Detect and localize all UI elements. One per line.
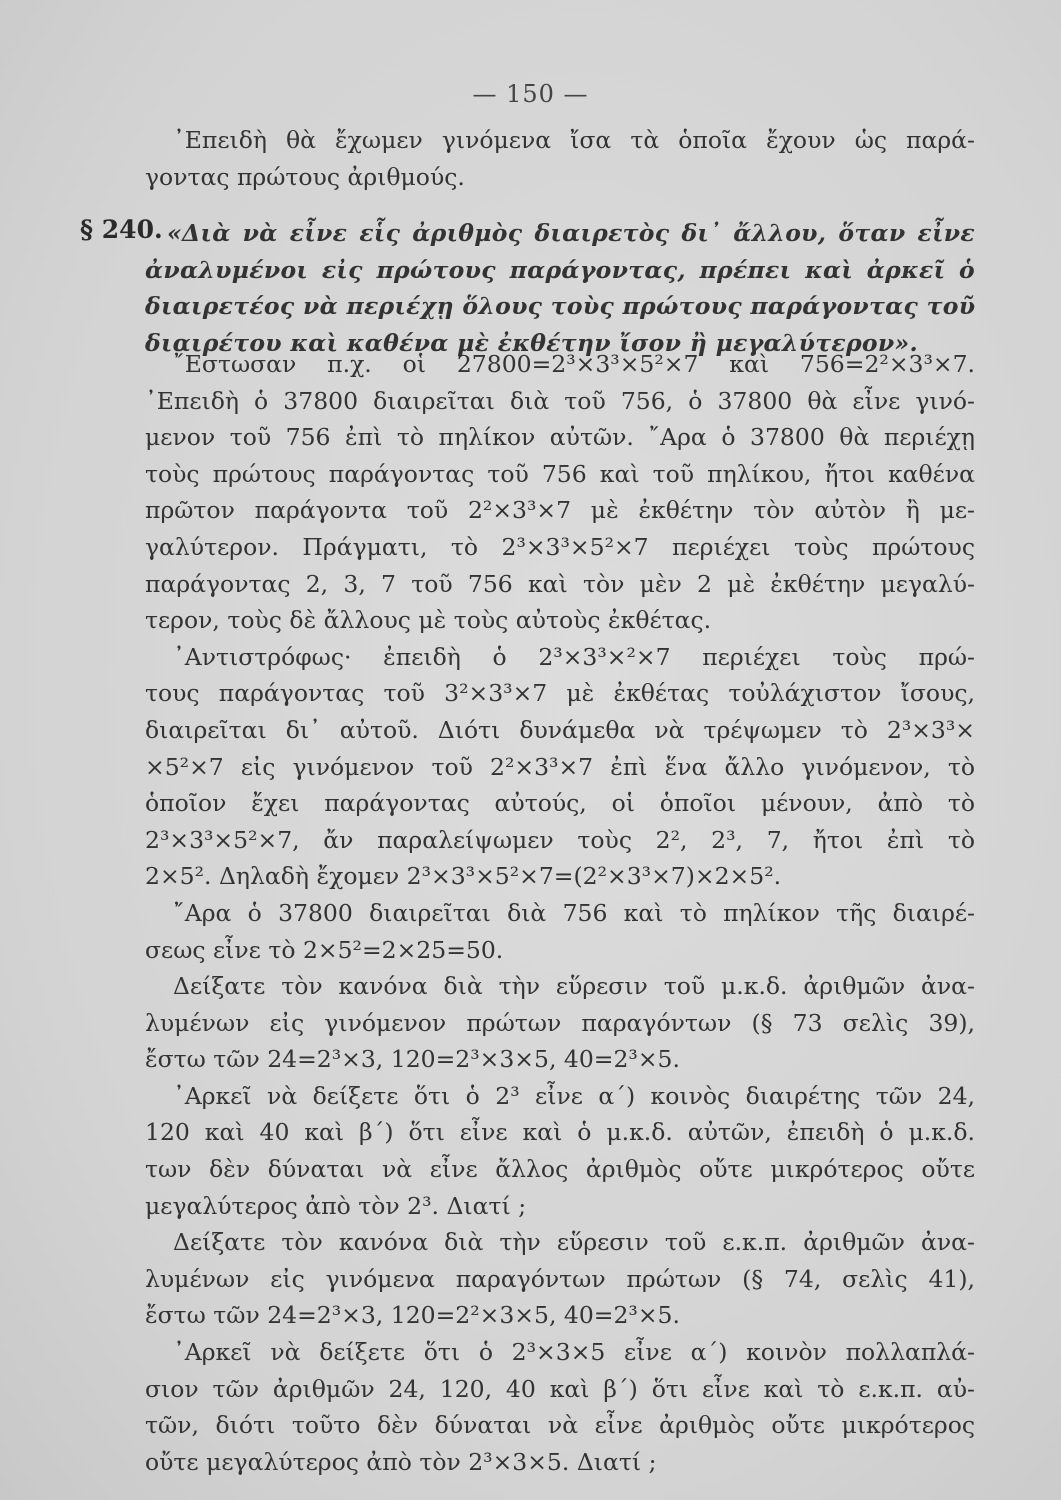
text-line: 2×5². Δηλαδὴ ἔχομεν 2³×3³×5²×7=(2²×3³×7)×2×5².: [145, 862, 782, 891]
text-line: λυμένων εἰς γινόμενα παραγόντων πρώτων (§ 74, σελὶς 41),: [145, 1264, 975, 1293]
text-line: Δείξατε τὸν κανόνα διὰ τὴν εὕρεσιν τοῦ ε.κ.π. ἀριθμῶν ἀνα-: [173, 1228, 975, 1257]
section-number: § 240.: [80, 215, 163, 244]
text-line: ᾿Επειδὴ θὰ ἔχωμεν γινόμενα ἴσα τὰ ὁποῖα ἔχουν ὡς παρά-: [173, 126, 975, 154]
text-line: ὁποῖον ἔχει παράγοντας αὐτούς, οἱ ὁποῖοι μένουν, ἀπὸ τὸ: [145, 789, 975, 818]
text-line: τῶν, διότι τοῦτο δὲν δύναται νὰ εἶνε ἀριθμὸς οὔτε μικρότερος: [145, 1411, 975, 1440]
text-line: μεγαλύτερος ἀπὸ τὸν 2³. Διατί ;: [145, 1191, 527, 1220]
text-line: μενον τοῦ 756 ἐπὶ τὸ πηλίκον αὐτῶν. ῎Αρα ὁ 37800 θὰ περιέχῃ: [145, 423, 975, 452]
text-line: ᾿Αρκεῖ νὰ δείξετε ὅτι ὁ 2³×3×5 εἶνε α΄) κοινὸν πολλαπλά-: [173, 1338, 975, 1367]
text-line: ῎Εστωσαν π.χ. οἱ 27800=2³×3³×5²×7 καὶ 756=2²×3³×7.: [173, 350, 975, 378]
text-line: λυμένων εἰς γινόμενον πρώτων παραγόντων (§ 73 σελὶς 39),: [145, 1008, 975, 1037]
body-text: [145, 346, 975, 1480]
rule-line: διαιρέτου καὶ καθένα μὲ ἐκθέτην ἴσον ἢ μεγαλύτερον».: [145, 328, 918, 357]
text-line: πρῶτον παράγοντα τοῦ 2²×3³×7 μὲ ἐκθέτην τὸν αὐτὸν ἢ με-: [145, 496, 975, 525]
text-line: οὔτε μεγαλύτερος ἀπὸ τὸν 2³×3×5. Διατί ;: [145, 1447, 657, 1476]
text-line: των δὲν δύναται νὰ εἶνε ἄλλος ἀριθμὸς οὔτε μικρότερος οὔτε: [145, 1155, 975, 1184]
text-line: 2³×3³×5²×7, ἄν παραλείψωμεν τοὺς 2², 2³, 7, ἤτοι ἐπὶ τὸ: [145, 825, 975, 854]
rule-line: διαιρετέος νὰ περιέχῃ ὅλους τοὺς πρώτους παράγοντας τοῦ: [145, 292, 975, 321]
text-line: ᾿Επειδὴ ὁ 37800 διαιρεῖται διὰ τοῦ 756, ὁ 37800 θὰ εἶνε γινό-: [145, 386, 975, 415]
text-line: 120 καὶ 40 καὶ β΄) ὅτι εἶνε καὶ ὁ μ.κ.δ. αὐτῶν, ἐπειδὴ ὁ μ.κ.δ.: [145, 1118, 975, 1147]
text-line: τους παράγοντας τοῦ 3²×3³×7 μὲ ἐκθέτας τοὐλάχιστον ἴσους,: [145, 679, 975, 708]
text-line: τοὺς πρώτους παράγοντας τοῦ 756 καὶ τοῦ πηλίκου, ἤτοι καθένα: [145, 459, 975, 488]
rule-statement: [145, 215, 975, 361]
text-line: γοντας πρώτους ἀριθμούς.: [145, 162, 465, 191]
intro-paragraph: [145, 122, 975, 195]
text-line: σεως εἶνε τὸ 2×5²=2×25=50.: [145, 935, 504, 964]
text-line: ἔστω τῶν 24=2³×3, 120=2²×3×5, 40=2³×5.: [145, 1301, 680, 1330]
text-line: Δείξατε τὸν κανόνα διὰ τὴν εὕρεσιν τοῦ μ.κ.δ. ἀριθμῶν ἀνα-: [173, 972, 975, 1001]
rule-line: ἀναλυμένοι εἰς πρώτους παράγοντας, πρέπει καὶ ἀρκεῖ ὁ: [145, 255, 975, 284]
text-line: σιον τῶν ἀριθμῶν 24, 120, 40 καὶ β΄) ὅτι εἶνε καὶ τὸ ε.κ.π. αὐ-: [145, 1374, 975, 1403]
text-line: ῎Αρα ὁ 37800 διαιρεῖται διὰ 756 καὶ τὸ πηλίκον τῆς διαιρέ-: [173, 898, 975, 927]
text-line: ἔστω τῶν 24=2³×3, 120=2³×3×5, 40=2³×5.: [145, 1045, 680, 1074]
text-line: ᾿Αντιστρόφως· ἐπειδὴ ὁ 2³×3³×²×7 περιέχει τοὺς πρώ-: [173, 642, 975, 671]
text-line: ᾿Αρκεῖ νὰ δείξετε ὅτι ὁ 2³ εἶνε α΄) κοινὸς διαιρέτης τῶν 24,: [173, 1081, 975, 1110]
text-line: γαλύτερον. Πράγματι, τὸ 2³×3³×5²×7 περιέχει τοὺς πρώτους: [145, 532, 975, 561]
text-line: διαιρεῖται δι᾿ αὐτοῦ. Διότι δυνάμεθα νὰ τρέψωμεν τὸ 2³×3³×: [145, 715, 975, 744]
rule-line: «Διὰ νὰ εἶνε εἷς ἀριθμὸς διαιρετὸς δι᾿ ἄλλου, ὅταν εἶνε: [167, 219, 975, 247]
page-number: — 150 —: [472, 80, 589, 108]
text-line: τερον, τοὺς δὲ ἄλλους μὲ τοὺς αὐτοὺς ἐκθέτας.: [145, 606, 712, 635]
text-line: ×5²×7 εἰς γινόμενον τοῦ 2²×3³×7 ἐπὶ ἕνα ἄλλο γινόμενον, τὸ: [145, 752, 975, 781]
text-line: παράγοντας 2, 3, 7 τοῦ 756 καὶ τὸν μὲν 2 μὲ ἐκθέτην μεγαλύ-: [145, 569, 975, 598]
